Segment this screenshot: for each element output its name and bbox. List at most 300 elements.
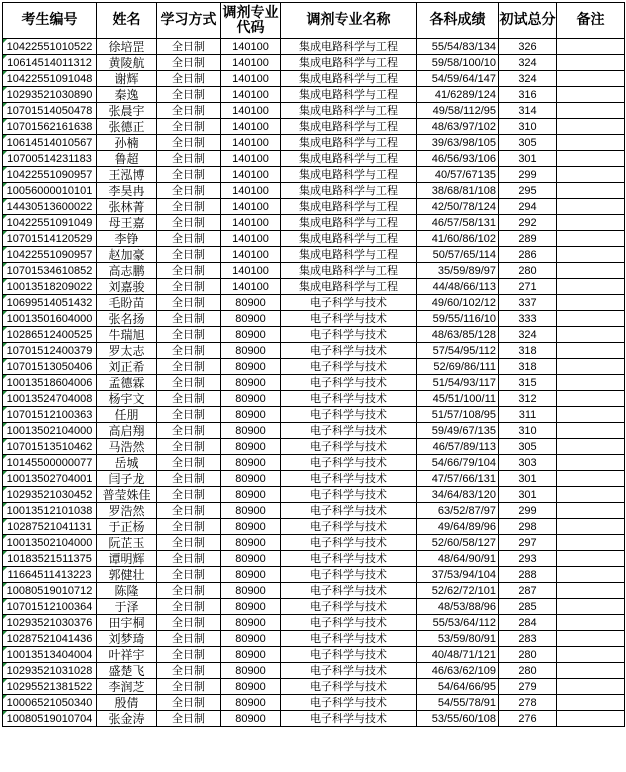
cell-major-code: 80900 (221, 679, 281, 695)
cell-name: 罗太志 (97, 343, 157, 359)
table-row (3, 519, 625, 535)
cell-total: 299 (499, 167, 557, 183)
cell-total: 310 (499, 119, 557, 135)
cell-study-mode: 全日制 (157, 343, 221, 359)
cell-remark (557, 567, 625, 583)
cell-major-code: 80900 (221, 647, 281, 663)
cell-total: 324 (499, 71, 557, 87)
cell-total: 303 (499, 455, 557, 471)
cell-study-mode: 全日制 (157, 711, 221, 727)
cell-total: 301 (499, 487, 557, 503)
header-total: 初试总分 (499, 3, 557, 39)
cell-major-name: 电子科学与技术 (281, 327, 417, 343)
table-row (3, 503, 625, 519)
cell-name: 张林菁 (97, 199, 157, 215)
cell-total: 324 (499, 327, 557, 343)
table-row (3, 135, 625, 151)
cell-major-code: 80900 (221, 439, 281, 455)
cell-name: 于泽 (97, 599, 157, 615)
cell-major-name: 电子科学与技术 (281, 615, 417, 631)
cell-major-code: 80900 (221, 375, 281, 391)
cell-study-mode: 全日制 (157, 679, 221, 695)
cell-total: 284 (499, 615, 557, 631)
cell-study-mode: 全日制 (157, 631, 221, 647)
cell-scores: 41/60/86/102 (417, 231, 499, 247)
cell-major-code: 140100 (221, 183, 281, 199)
cell-major-code: 80900 (221, 583, 281, 599)
cell-study-mode: 全日制 (157, 39, 221, 55)
table-row (3, 119, 625, 135)
cell-name: 张德正 (97, 119, 157, 135)
cell-scores: 45/51/100/11 (417, 391, 499, 407)
cell-major-name: 集成电路科学与工程 (281, 135, 417, 151)
cell-major-code: 80900 (221, 391, 281, 407)
cell-remark (557, 519, 625, 535)
cell-major-name: 电子科学与技术 (281, 695, 417, 711)
table-row (3, 39, 625, 55)
cell-name: 叶祥宇 (97, 647, 157, 663)
cell-total: 294 (499, 199, 557, 215)
table-row (3, 711, 625, 727)
cell-study-mode: 全日制 (157, 439, 221, 455)
table-row (3, 375, 625, 391)
cell-remark (557, 311, 625, 327)
cell-scores: 47/57/66/131 (417, 471, 499, 487)
cell-major-code: 140100 (221, 71, 281, 87)
cell-total: 297 (499, 535, 557, 551)
cell-exam-id: 10013518209022 (3, 279, 97, 295)
cell-scores: 46/63/62/109 (417, 663, 499, 679)
cell-exam-id: 10701514050478 (3, 103, 97, 119)
cell-exam-id: 10701512100364 (3, 599, 97, 615)
cell-remark (557, 615, 625, 631)
cell-exam-id: 10145500000077 (3, 455, 97, 471)
cell-scores: 40/48/71/121 (417, 647, 499, 663)
cell-major-name: 电子科学与技术 (281, 503, 417, 519)
cell-exam-id: 10013513404004 (3, 647, 97, 663)
cell-major-code: 140100 (221, 231, 281, 247)
table-row (3, 647, 625, 663)
cell-study-mode: 全日制 (157, 103, 221, 119)
cell-name: 刘正希 (97, 359, 157, 375)
cell-major-name: 电子科学与技术 (281, 487, 417, 503)
cell-study-mode: 全日制 (157, 567, 221, 583)
table-row (3, 583, 625, 599)
table-row (3, 359, 625, 375)
cell-remark (557, 695, 625, 711)
cell-major-code: 80900 (221, 551, 281, 567)
cell-total: 301 (499, 471, 557, 487)
cell-name: 谭明辉 (97, 551, 157, 567)
cell-exam-id: 14430513600022 (3, 199, 97, 215)
cell-major-name: 电子科学与技术 (281, 663, 417, 679)
cell-total: 279 (499, 679, 557, 695)
cell-major-name: 电子科学与技术 (281, 535, 417, 551)
table-row (3, 551, 625, 567)
cell-total: 301 (499, 151, 557, 167)
cell-exam-id: 10614514011312 (3, 55, 97, 71)
cell-study-mode: 全日制 (157, 503, 221, 519)
cell-scores: 54/55/78/91 (417, 695, 499, 711)
table-row (3, 263, 625, 279)
cell-exam-id: 10701512100363 (3, 407, 97, 423)
cell-remark (557, 167, 625, 183)
admission-table (2, 2, 625, 727)
cell-major-code: 140100 (221, 119, 281, 135)
cell-remark (557, 135, 625, 151)
cell-scores: 53/55/60/108 (417, 711, 499, 727)
cell-total: 324 (499, 55, 557, 71)
table-row (3, 599, 625, 615)
cell-exam-id: 10013518604006 (3, 375, 97, 391)
cell-exam-id: 10013524704008 (3, 391, 97, 407)
cell-study-mode: 全日制 (157, 151, 221, 167)
table-row (3, 535, 625, 551)
cell-major-code: 140100 (221, 167, 281, 183)
table-row (3, 679, 625, 695)
cell-scores: 49/64/89/96 (417, 519, 499, 535)
cell-remark (557, 87, 625, 103)
cell-total: 292 (499, 215, 557, 231)
cell-exam-id: 10701513510462 (3, 439, 97, 455)
cell-exam-id: 10013501604000 (3, 311, 97, 327)
cell-exam-id: 10422551091048 (3, 71, 97, 87)
cell-remark (557, 103, 625, 119)
cell-remark (557, 471, 625, 487)
table-row (3, 103, 625, 119)
cell-study-mode: 全日制 (157, 167, 221, 183)
cell-remark (557, 407, 625, 423)
table-row (3, 87, 625, 103)
cell-remark (557, 199, 625, 215)
cell-scores: 46/57/58/131 (417, 215, 499, 231)
cell-scores: 52/62/72/101 (417, 583, 499, 599)
cell-exam-id: 10080519010704 (3, 711, 97, 727)
cell-major-code: 140100 (221, 199, 281, 215)
cell-name: 毛盼苗 (97, 295, 157, 311)
cell-remark (557, 119, 625, 135)
table-row (3, 55, 625, 71)
cell-remark (557, 583, 625, 599)
cell-major-code: 80900 (221, 423, 281, 439)
cell-exam-id: 10293521030890 (3, 87, 97, 103)
cell-major-name: 集成电路科学与工程 (281, 151, 417, 167)
cell-study-mode: 全日制 (157, 695, 221, 711)
cell-scores: 52/60/58/127 (417, 535, 499, 551)
cell-major-code: 140100 (221, 87, 281, 103)
cell-study-mode: 全日制 (157, 375, 221, 391)
cell-major-name: 电子科学与技术 (281, 359, 417, 375)
cell-major-name: 集成电路科学与工程 (281, 39, 417, 55)
cell-study-mode: 全日制 (157, 231, 221, 247)
cell-name: 高志鹏 (97, 263, 157, 279)
table-row (3, 199, 625, 215)
cell-scores: 34/64/83/120 (417, 487, 499, 503)
cell-major-name: 电子科学与技术 (281, 583, 417, 599)
cell-major-name: 集成电路科学与工程 (281, 119, 417, 135)
cell-exam-id: 10699514051432 (3, 295, 97, 311)
cell-major-code: 140100 (221, 39, 281, 55)
cell-major-code: 80900 (221, 519, 281, 535)
cell-major-name: 电子科学与技术 (281, 679, 417, 695)
cell-total: 276 (499, 711, 557, 727)
cell-name: 李润芝 (97, 679, 157, 695)
cell-scores: 39/63/98/105 (417, 135, 499, 151)
cell-exam-id: 10013502104000 (3, 535, 97, 551)
cell-major-code: 80900 (221, 535, 281, 551)
table-row (3, 295, 625, 311)
cell-scores: 48/64/90/91 (417, 551, 499, 567)
cell-total: 316 (499, 87, 557, 103)
cell-major-code: 140100 (221, 103, 281, 119)
cell-major-name: 集成电路科学与工程 (281, 103, 417, 119)
table-row (3, 423, 625, 439)
cell-name: 张名扬 (97, 311, 157, 327)
cell-scores: 44/48/66/113 (417, 279, 499, 295)
cell-remark (557, 647, 625, 663)
cell-total: 280 (499, 647, 557, 663)
cell-major-code: 80900 (221, 455, 281, 471)
cell-major-name: 电子科学与技术 (281, 295, 417, 311)
cell-exam-id: 10183521511375 (3, 551, 97, 567)
cell-major-name: 集成电路科学与工程 (281, 279, 417, 295)
cell-scores: 55/54/83/134 (417, 39, 499, 55)
cell-remark (557, 247, 625, 263)
cell-scores: 48/63/97/102 (417, 119, 499, 135)
table-row (3, 439, 625, 455)
cell-total: 299 (499, 503, 557, 519)
cell-total: 280 (499, 263, 557, 279)
cell-major-name: 集成电路科学与工程 (281, 55, 417, 71)
cell-total: 314 (499, 103, 557, 119)
cell-total: 293 (499, 551, 557, 567)
cell-study-mode: 全日制 (157, 551, 221, 567)
cell-name: 张金涛 (97, 711, 157, 727)
cell-name: 谢辉 (97, 71, 157, 87)
cell-exam-id: 10286512400525 (3, 327, 97, 343)
cell-remark (557, 215, 625, 231)
table-row (3, 311, 625, 327)
cell-remark (557, 231, 625, 247)
cell-study-mode: 全日制 (157, 455, 221, 471)
cell-scores: 48/53/88/96 (417, 599, 499, 615)
table-row (3, 663, 625, 679)
cell-major-name: 电子科学与技术 (281, 375, 417, 391)
cell-major-name: 集成电路科学与工程 (281, 263, 417, 279)
cell-exam-id: 10701534610852 (3, 263, 97, 279)
cell-study-mode: 全日制 (157, 215, 221, 231)
cell-study-mode: 全日制 (157, 71, 221, 87)
cell-remark (557, 327, 625, 343)
cell-major-name: 电子科学与技术 (281, 407, 417, 423)
header-study-mode: 学习方式 (157, 3, 221, 39)
cell-major-code: 80900 (221, 711, 281, 727)
cell-major-name: 电子科学与技术 (281, 455, 417, 471)
cell-scores: 51/54/93/117 (417, 375, 499, 391)
cell-scores: 59/55/116/10 (417, 311, 499, 327)
cell-name: 岳城 (97, 455, 157, 471)
cell-name: 高启翔 (97, 423, 157, 439)
cell-major-name: 电子科学与技术 (281, 551, 417, 567)
cell-remark (557, 663, 625, 679)
cell-major-code: 80900 (221, 311, 281, 327)
table-row (3, 343, 625, 359)
cell-name: 黄陵航 (97, 55, 157, 71)
cell-major-code: 80900 (221, 487, 281, 503)
cell-total: 305 (499, 135, 557, 151)
cell-study-mode: 全日制 (157, 583, 221, 599)
cell-major-code: 140100 (221, 151, 281, 167)
cell-study-mode: 全日制 (157, 647, 221, 663)
cell-major-name: 电子科学与技术 (281, 423, 417, 439)
cell-remark (557, 631, 625, 647)
cell-name: 田宇桐 (97, 615, 157, 631)
cell-scores: 59/58/100/10 (417, 55, 499, 71)
cell-total: 315 (499, 375, 557, 391)
cell-scores: 35/59/89/97 (417, 263, 499, 279)
cell-study-mode: 全日制 (157, 55, 221, 71)
cell-major-name: 集成电路科学与工程 (281, 167, 417, 183)
cell-exam-id: 10293521030376 (3, 615, 97, 631)
cell-total: 318 (499, 359, 557, 375)
cell-total: 310 (499, 423, 557, 439)
cell-exam-id: 10422551090957 (3, 247, 97, 263)
cell-remark (557, 551, 625, 567)
cell-name: 杨宇文 (97, 391, 157, 407)
cell-exam-id: 10080519010712 (3, 583, 97, 599)
cell-study-mode: 全日制 (157, 359, 221, 375)
cell-study-mode: 全日制 (157, 119, 221, 135)
cell-study-mode: 全日制 (157, 295, 221, 311)
table-row (3, 631, 625, 647)
cell-major-code: 80900 (221, 631, 281, 647)
cell-total: 286 (499, 247, 557, 263)
cell-name: 陈隆 (97, 583, 157, 599)
cell-scores: 42/50/78/124 (417, 199, 499, 215)
cell-study-mode: 全日制 (157, 135, 221, 151)
cell-major-name: 电子科学与技术 (281, 471, 417, 487)
cell-exam-id: 10701512400379 (3, 343, 97, 359)
cell-major-name: 电子科学与技术 (281, 343, 417, 359)
cell-remark (557, 375, 625, 391)
header-major-name: 调剂专业名称 (281, 3, 417, 39)
cell-name: 王泓博 (97, 167, 157, 183)
cell-major-code: 80900 (221, 295, 281, 311)
cell-major-code: 80900 (221, 567, 281, 583)
cell-study-mode: 全日制 (157, 487, 221, 503)
header-scores: 各科成绩 (417, 3, 499, 39)
cell-study-mode: 全日制 (157, 519, 221, 535)
table-row (3, 71, 625, 87)
cell-study-mode: 全日制 (157, 471, 221, 487)
cell-remark (557, 599, 625, 615)
table-row (3, 391, 625, 407)
cell-study-mode: 全日制 (157, 391, 221, 407)
cell-remark (557, 55, 625, 71)
cell-major-code: 80900 (221, 407, 281, 423)
cell-total: 271 (499, 279, 557, 295)
cell-total: 280 (499, 663, 557, 679)
cell-name: 赵加豪 (97, 247, 157, 263)
cell-major-name: 电子科学与技术 (281, 519, 417, 535)
cell-study-mode: 全日制 (157, 327, 221, 343)
table-row (3, 167, 625, 183)
cell-remark (557, 343, 625, 359)
cell-name: 普莹姝佳 (97, 487, 157, 503)
cell-total: 283 (499, 631, 557, 647)
table-row (3, 695, 625, 711)
cell-scores: 54/64/66/95 (417, 679, 499, 695)
cell-scores: 46/56/93/106 (417, 151, 499, 167)
cell-remark (557, 535, 625, 551)
cell-name: 徐培罡 (97, 39, 157, 55)
cell-remark (557, 455, 625, 471)
cell-exam-id: 10295521381522 (3, 679, 97, 695)
cell-study-mode: 全日制 (157, 263, 221, 279)
cell-major-name: 集成电路科学与工程 (281, 199, 417, 215)
cell-major-name: 集成电路科学与工程 (281, 247, 417, 263)
cell-remark (557, 439, 625, 455)
cell-exam-id: 10056000010101 (3, 183, 97, 199)
cell-exam-id: 10013502704001 (3, 471, 97, 487)
cell-name: 牛瑞旭 (97, 327, 157, 343)
cell-exam-id: 10701514120529 (3, 231, 97, 247)
cell-scores: 40/57/67135 (417, 167, 499, 183)
cell-major-code: 140100 (221, 215, 281, 231)
table-row (3, 247, 625, 263)
cell-scores: 59/49/67/135 (417, 423, 499, 439)
cell-name: 殷倩 (97, 695, 157, 711)
cell-exam-id: 10013512101038 (3, 503, 97, 519)
header-major-code: 调剂专业代码 (221, 3, 281, 39)
cell-study-mode: 全日制 (157, 199, 221, 215)
cell-study-mode: 全日制 (157, 599, 221, 615)
cell-scores: 57/54/95/112 (417, 343, 499, 359)
cell-exam-id: 10293521030452 (3, 487, 97, 503)
cell-exam-id: 11664511413223 (3, 567, 97, 583)
header-remark: 备注 (557, 3, 625, 39)
table-row (3, 615, 625, 631)
cell-remark (557, 71, 625, 87)
cell-name: 阮芷玉 (97, 535, 157, 551)
cell-major-name: 集成电路科学与工程 (281, 71, 417, 87)
cell-scores: 52/69/86/111 (417, 359, 499, 375)
cell-name: 刘梦琦 (97, 631, 157, 647)
cell-study-mode: 全日制 (157, 87, 221, 103)
cell-scores: 50/57/65/114 (417, 247, 499, 263)
cell-remark (557, 679, 625, 695)
cell-name: 刘嘉骏 (97, 279, 157, 295)
cell-scores: 53/59/80/91 (417, 631, 499, 647)
cell-study-mode: 全日制 (157, 535, 221, 551)
cell-name: 郭健壮 (97, 567, 157, 583)
table-row (3, 455, 625, 471)
cell-study-mode: 全日制 (157, 279, 221, 295)
header-name: 姓名 (97, 3, 157, 39)
cell-major-code: 80900 (221, 471, 281, 487)
cell-total: 295 (499, 183, 557, 199)
cell-major-code: 140100 (221, 135, 281, 151)
cell-remark (557, 151, 625, 167)
cell-major-code: 140100 (221, 279, 281, 295)
cell-exam-id: 10614514010567 (3, 135, 97, 151)
cell-major-code: 140100 (221, 55, 281, 71)
cell-total: 285 (499, 599, 557, 615)
cell-remark (557, 423, 625, 439)
cell-major-name: 电子科学与技术 (281, 567, 417, 583)
cell-major-code: 80900 (221, 343, 281, 359)
cell-major-code: 80900 (221, 599, 281, 615)
